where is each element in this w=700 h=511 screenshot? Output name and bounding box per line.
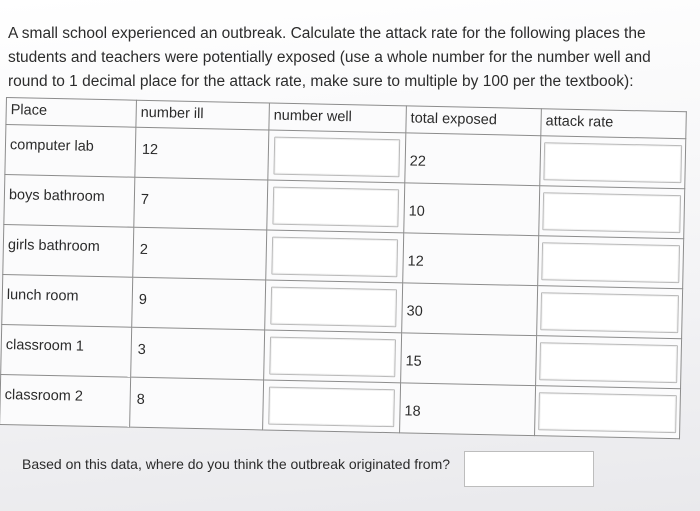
place-cell: computer lab: [9, 137, 94, 155]
place-cell: classroom 1: [5, 337, 85, 355]
attack-rate-input[interactable]: [542, 192, 681, 233]
instructions-text: A small school experienced an outbreak. Calculate the attack rate for the following places the students and teachers were potentially exposed (use a whole number for the number well and round to 1 decimal place for the attack rate, make sure to multiple by 100 per the textbook):: [8, 25, 651, 90]
number-well-input[interactable]: [270, 287, 397, 328]
header-number-well: number well: [269, 103, 407, 133]
origin-question: Based on this data, where do you think the outbreak originated from?: [22, 456, 451, 472]
header-place: Place: [6, 98, 137, 128]
attack-rate-input[interactable]: [539, 342, 678, 383]
header-attack-rate: attack rate: [541, 109, 687, 139]
place-cell: boys bathroom: [8, 187, 106, 206]
total-exposed-cell: 12: [407, 253, 424, 270]
number-ill-cell: 2: [139, 241, 149, 259]
number-well-input[interactable]: [268, 387, 395, 428]
attack-rate-input[interactable]: [541, 242, 680, 283]
number-well-input[interactable]: [269, 337, 396, 378]
number-ill-cell: 7: [140, 191, 150, 209]
attack-rate-table: [0, 97, 687, 439]
attack-rate-input[interactable]: [543, 142, 682, 183]
attack-rate-input[interactable]: [538, 392, 677, 433]
place-cell: classroom 2: [4, 387, 84, 405]
origin-answer-input[interactable]: [464, 451, 594, 487]
number-well-input[interactable]: [272, 187, 399, 228]
number-ill-cell: 8: [136, 391, 145, 408]
header-total-exposed: total exposed: [406, 106, 542, 136]
total-exposed-cell: 18: [404, 403, 421, 420]
number-ill-cell: 12: [141, 141, 159, 159]
attack-rate-table-wrap: [0, 97, 694, 457]
number-well-input[interactable]: [271, 237, 398, 278]
total-exposed-cell: 15: [405, 353, 422, 370]
number-well-input[interactable]: [273, 137, 400, 178]
place-cell: lunch room: [6, 287, 79, 305]
total-exposed-cell: 22: [409, 153, 427, 170]
header-number-ill: number ill: [136, 100, 270, 130]
number-ill-cell: 9: [138, 291, 148, 308]
attack-rate-input[interactable]: [540, 292, 679, 333]
place-cell: girls bathroom: [7, 237, 100, 255]
number-ill-cell: 3: [137, 341, 146, 358]
total-exposed-cell: 10: [408, 203, 425, 220]
total-exposed-cell: 30: [406, 303, 423, 320]
